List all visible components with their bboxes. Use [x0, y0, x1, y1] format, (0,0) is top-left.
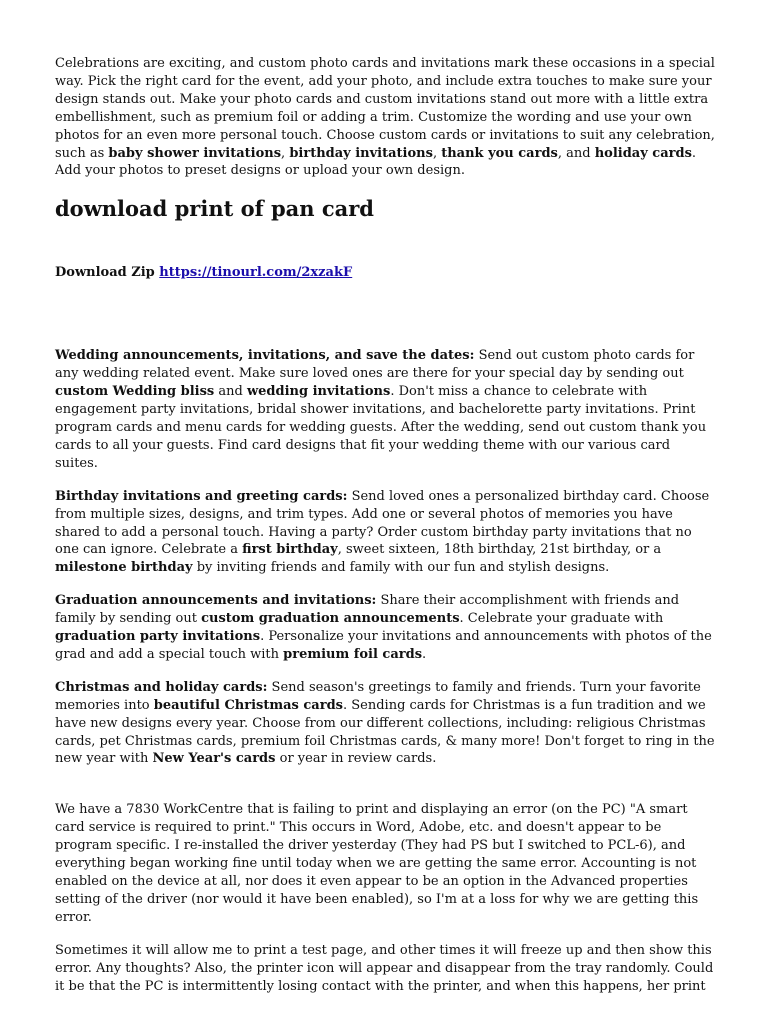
- wedding-text-1: Send out custom photo cards for any wedding related event. Make sure loved ones are there for your special day by sending out: [55, 348, 695, 382]
- christmas-paragraph: [55, 679, 715, 769]
- intro-sep-1: ,: [281, 145, 290, 161]
- wedding-paragraph: [55, 347, 715, 472]
- download-link[interactable]: https://tinourl.com/2xzakF: [159, 265, 353, 281]
- intro-tail: . Add your photos to preset designs or upload your own design.: [55, 145, 697, 179]
- christmas-text-2: . Sending cards for Christmas is a fun tradition and we have new designs every year. Choose from our different collections, including: religious Christmas cards, pet Christmas cards, premium foil Christmas cards, & many more! Don't forget to ring in the new year with: [55, 697, 715, 767]
- download-line: [55, 264, 715, 281]
- wedding-text-2: and: [214, 384, 247, 400]
- graduation-text-3: . Personalize your invitations and announcements with photos of the grad and add a special touch with: [55, 629, 712, 662]
- bold-premium-foil: premium foil cards: [283, 646, 423, 662]
- intro-text: Celebrations are exciting, and custom photo cards and invitations mark these occasions in a special way. Pick the right card for the event, add your photo, and include extra touches to make sure your design stands out. Make your photo cards and custom invitations stand out more with a little extra embellishment, such as premium foil or adding a trim. Customize the wording and use your own photos for an even more personal touch. Choose custom cards or invitations to suit any celebration, such as: [55, 56, 715, 161]
- graduation-lead: Graduation announcements and invitations:: [55, 593, 377, 609]
- birthday-text-1: Send loved ones a personalized birthday card. Choose from multiple sizes, designs, and trim types. Add one or several photos of memories you have shared to add a personal touch. Having a party? Order custom birthday party invitations that no one can ignore. Celebrate a: [55, 488, 710, 558]
- bold-beautiful-christmas: beautiful Christmas cards: [153, 697, 343, 713]
- birthday-lead: Birthday invitations and greeting cards:: [55, 488, 348, 504]
- sometimes-paragraph: Sometimes it will allow me to print a test page, and other times it will freeze up and then show this error. Any thoughts? Also, the printer icon will appear and disappear from the tray randomly. Could it be that the PC is intermittently losing contact with the printer, and when this happens, her print: [55, 942, 714, 994]
- intro-sep-2: ,: [432, 145, 442, 161]
- graduation-paragraph: [55, 592, 715, 664]
- graduation-text-4: .: [422, 646, 427, 662]
- bold-wedding-invitations: wedding invitations: [246, 384, 391, 400]
- page-heading: download print of pan card: [55, 196, 374, 222]
- download-label: Download Zip: [55, 265, 160, 281]
- intro-paragraph: [55, 55, 715, 180]
- bold-thank-you-cards: thank you cards: [441, 145, 558, 161]
- bold-first-birthday: first birthday: [242, 542, 338, 558]
- spacer: [55, 281, 715, 347]
- wedding-lead: Wedding announcements, invitations, and save the dates:: [55, 348, 475, 364]
- bold-new-years-cards: New Year's cards: [152, 751, 276, 767]
- christmas-text-1: Send season's greetings to family and friends. Turn your favorite memories into: [55, 679, 701, 713]
- birthday-text-3: by inviting friends and family with our fun and stylish designs.: [192, 560, 610, 576]
- intro-sep-3: , and: [557, 145, 595, 161]
- graduation-text-1: Share their accomplishment with friends and family by sending out: [55, 593, 680, 627]
- bold-baby-shower: baby shower invitations: [108, 145, 282, 161]
- bold-milestone-birthday: milestone birthday: [55, 560, 193, 576]
- document-page: [55, 55, 715, 995]
- christmas-text-3: or year in review cards.: [275, 751, 437, 767]
- bold-graduation-party: graduation party invitations: [55, 629, 261, 645]
- birthday-text-2: , sweet sixteen, 18th birthday, 21st birthday, or a: [337, 542, 662, 558]
- bold-birthday-invitations: birthday invitations: [289, 145, 433, 161]
- bold-holiday-cards: holiday cards: [594, 145, 692, 161]
- birthday-paragraph: [55, 488, 715, 578]
- bold-custom-wedding-bliss: custom Wedding bliss: [55, 384, 215, 400]
- graduation-text-2: . Celebrate your graduate with: [459, 611, 664, 627]
- workcentre-paragraph: We have a 7830 WorkCentre that is failing to print and displaying an error (on the PC) "A smart card service is required to print." This occurs in Word, Adobe, etc. and doesn't appear to be program specific. I re-installed the driver yesterday (They had PS but I switched to PCL-6), and everything began working fine until today when we are getting the same error. Accounting is not enabled on the device at all, nor does it even appear to be an option in the Advanced properties setting of the driver (nor would it have been enabled), so I'm at a loss for why we are getting this error.: [55, 802, 699, 925]
- wedding-text-3: . Don't miss a chance to celebrate with engagement party invitations, bridal shower invitations, and bachelorette party invitations. Print program cards and menu cards for wedding guests. After the wedding, send out custom thank you cards to all your guests. Find card designs that fit your wedding theme with our various card suites.: [55, 384, 707, 471]
- bold-custom-graduation: custom graduation announcements: [201, 611, 460, 627]
- christmas-lead: Christmas and holiday cards:: [55, 679, 268, 695]
